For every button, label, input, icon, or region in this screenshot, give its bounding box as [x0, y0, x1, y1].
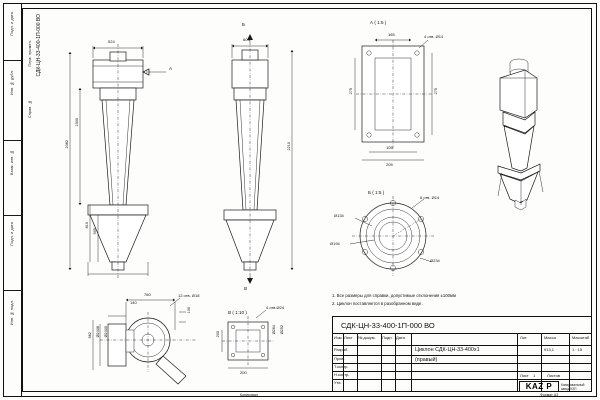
strip-label-1: Инв. № дубл.	[10, 70, 14, 95]
tb-col-list: Лист	[344, 335, 353, 340]
dim-side-total-height: 2210	[287, 142, 291, 151]
section-mark-v: В	[244, 286, 248, 291]
side-view-geometry	[224, 34, 294, 284]
dim-side-top-width: 603	[243, 37, 250, 42]
corner-format-label: Формат A3	[540, 393, 559, 397]
dim-a-top: 165	[388, 32, 395, 37]
view-b-mark: Б	[242, 22, 246, 27]
corner-copy-label: Копировал	[240, 393, 259, 397]
dim-v-h: 200	[216, 331, 220, 338]
tb-col-podp: Подп.	[382, 335, 393, 340]
tb-col-data: Дата	[396, 335, 405, 340]
tb-mass-value: 913,1	[544, 347, 555, 352]
tb-row-razrab: Разраб.	[334, 347, 349, 352]
dim-front-body-height: 1500	[75, 118, 79, 127]
note-1: 1. Все размеры для справки, допустимые отклонения ±100мм	[332, 293, 456, 298]
dim-front-cone-h1: 810	[85, 222, 89, 229]
strip-label-0: Подп. и дата	[10, 12, 14, 36]
section-mark-a: А	[169, 66, 173, 71]
tb-scale-value: 1 : 15	[572, 347, 583, 352]
tb-col-doc: № докум.	[358, 335, 376, 340]
title-block	[332, 316, 592, 392]
tb-row-prov: Пров.	[334, 356, 345, 361]
dim-v-d1: Ø264	[272, 325, 276, 335]
dim-b-d1: Ø134	[334, 213, 344, 218]
view-v-title: В ( 1:10 )	[228, 310, 247, 315]
tb-product-name: Циклон СДК-ЦН-33-400х1	[415, 347, 480, 353]
dim-bl-note: 12 отв. Ø18	[178, 293, 200, 298]
view-b-title: Б ( 1:5 )	[368, 190, 385, 195]
tb-sheet-label: Лист	[520, 373, 529, 378]
dim-a-h-left: 275	[349, 88, 353, 95]
dim-bl-small: 100	[187, 307, 191, 314]
tb-product-name-2: (правый)	[415, 357, 438, 363]
dim-bl-d1: Ø2408	[96, 326, 100, 338]
tb-row-tkontr: Т.контр.	[334, 364, 349, 369]
bottom-left-view-geometry	[93, 298, 196, 384]
dim-v-w: 200	[240, 370, 247, 375]
note-2: 2. Циклон поставляется в разобранном виде.	[332, 301, 423, 306]
strip-label-2: Взам. инв. №	[10, 150, 14, 175]
view-v-holes: 4 отв.Ø24	[266, 305, 285, 310]
dim-bl-h2: 140	[130, 300, 137, 305]
dim-bl-w1: 760	[144, 292, 151, 297]
view-v-geometry	[222, 310, 274, 368]
top-drawing-code: СДК-ЦН-33-400-1П-000 ВО	[36, 14, 42, 77]
dim-bl-d2: Ø2400	[104, 326, 108, 338]
view-b-geometry	[350, 196, 434, 276]
view-b-holes: 6 отв. Ø14	[420, 195, 440, 200]
dim-front-top-width: 524	[108, 39, 115, 44]
dim-v-d2: Ø252	[280, 325, 284, 335]
vertical-label-sprav: Справ. №	[28, 100, 32, 119]
view-a-holes: 4 отв. Ø14	[424, 34, 444, 39]
isometric-geometry	[498, 59, 543, 210]
tb-lit-label: Лит.	[520, 335, 528, 340]
tb-sheets-label: Листов	[547, 373, 560, 378]
dim-front-cone-h2: 595	[93, 228, 97, 235]
company-logo: KAZ P	[519, 381, 559, 392]
tb-scale-label: Масштаб	[572, 335, 590, 340]
tb-sheet-value: 1	[533, 373, 536, 378]
strip-label-3: Подп. и дата	[10, 222, 14, 246]
dim-a-bottom2: 205	[386, 162, 393, 167]
title-block-code: СДК-ЦН-33-400-1П-000 ВО	[341, 321, 435, 330]
view-a-geometry	[355, 39, 432, 161]
dim-a-bottom1: 105	[386, 145, 393, 150]
vertical-label-perv: Перв. примен.	[28, 40, 32, 67]
dim-bl-h1: 662	[88, 332, 92, 339]
dim-a-h-right: 275	[434, 88, 438, 95]
strip-label-4: Инв. № подл.	[10, 300, 14, 325]
tb-row-nkontr: Н.контр.	[334, 372, 350, 377]
view-a-title: А ( 1:5 )	[370, 20, 387, 25]
tb-row-utv: Утв.	[334, 380, 342, 385]
dim-b-d3: Ø234	[430, 258, 440, 263]
tb-mass-label: Масса	[544, 335, 556, 340]
front-view-geometry	[69, 44, 167, 278]
dim-b-d2: Ø194	[330, 241, 340, 246]
dim-front-total-height: 2082	[65, 140, 69, 149]
tb-col-izm: Изм.	[334, 335, 343, 340]
company-note: Копировальный завод КЗП	[561, 383, 585, 391]
